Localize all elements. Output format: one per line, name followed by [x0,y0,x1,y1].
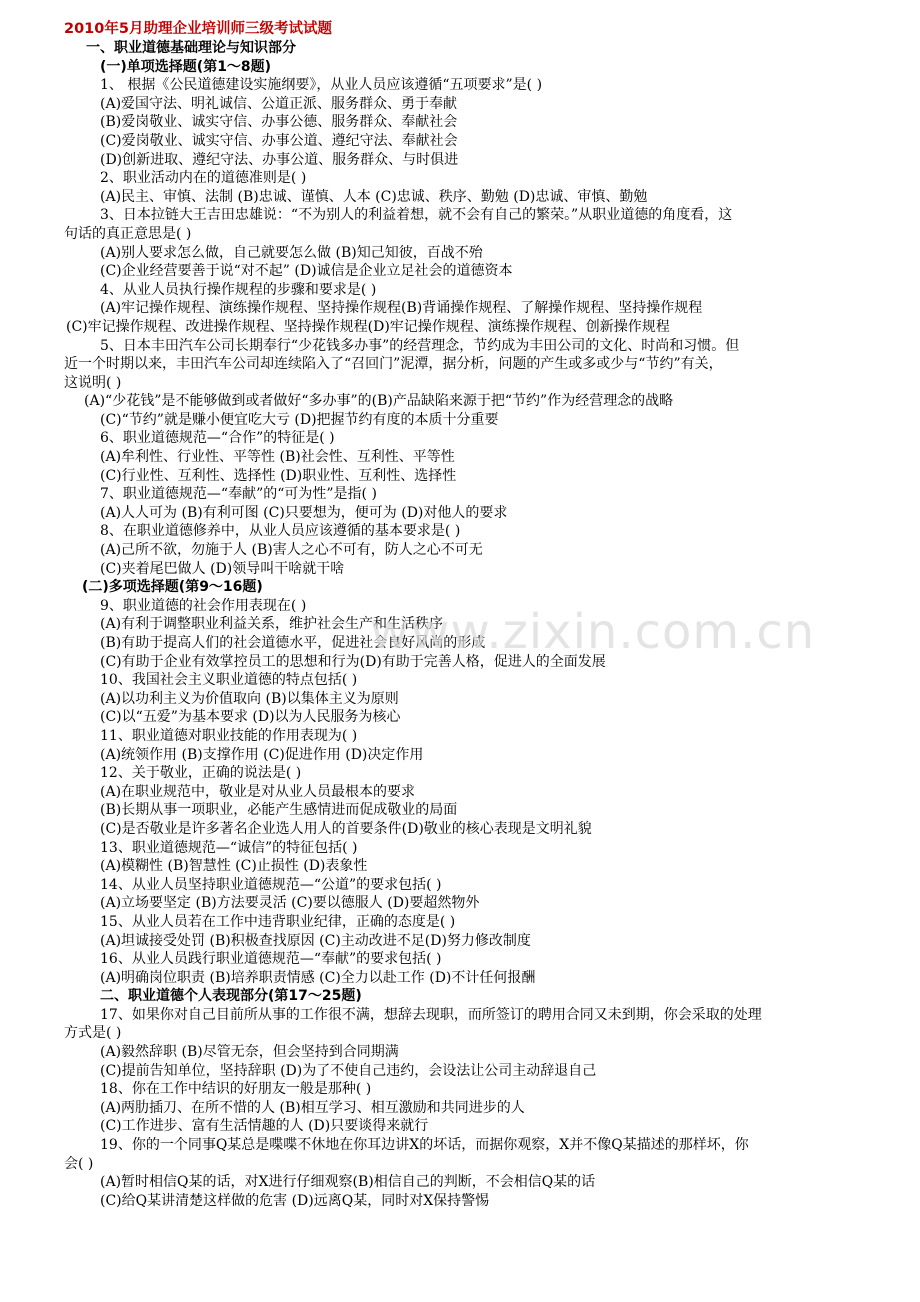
document-title: 2010年5月助理企业培训师三级考试试题 [64,21,332,37]
text-line: 10、我国社会主义职业道德的特点包括( ) [100,672,358,689]
text-line: 4、从业人员执行操作规程的步骤和要求是( ) [100,281,377,298]
text-line: (A)统领作用 (B)支撑作用 (C)促进作用 (D)决定作用 [100,746,424,763]
text-line: 19、你的一个同事Q某总是喋喋不休地在你耳边讲X的坏话，而据你观察，X并不像Q某描述的那样坏，你 [100,1137,749,1154]
section-heading: (二)多项选择题(第9～16题) [82,579,263,596]
text-line: (A)暂时相信Q某的话，对X进行仔细观察(B)相信自己的判断，不会相信Q某的话 [100,1174,596,1191]
text-line: (D)创新进取、遵纪守法、办事公道、服务群众、与时俱进 [100,151,459,168]
text-line: 方式是( ) [64,1025,122,1042]
text-line: (B)爱岗敬业、诚实守信、办事公德、服务群众、奉献社会 [100,114,458,131]
text-line: (C)夹着尾巴做人 (D)领导叫干啥就干啥 [100,560,345,577]
text-line: (A)在职业规范中，敬业是对从业人员最根本的要求 [100,783,416,800]
text-line: (A)模糊性 (B)智慧性 (C)止损性 (D)表象性 [100,858,368,875]
text-line: (C)爱岗敬业、诚实守信、办事公道、遵纪守法、奉献社会 [100,132,458,149]
text-line: (A)坦诚接受处罚 (B)积极查找原因 (C)主动改进不足(D)努力修改制度 [100,932,531,949]
text-line: 2、职业活动内在的道德准则是( ) [100,170,307,187]
text-line: (A)有利于调整职业利益关系，维护社会生产和生活秩序 [100,616,444,633]
text-line: 这说明( ) [64,374,122,391]
text-line: 15、从业人员若在工作中违背职业纪律，正确的态度是( ) [100,913,456,930]
text-line: (A)人人可为 (B)有利可图 (C)只要想为，便可为 (D)对他人的要求 [100,504,508,521]
text-line: 3、日本拉链大王吉田忠雄说：“不为别人的利益着想，就不会有自己的繁荣。”从职业道德的角度看，这 [100,207,733,224]
text-line: 会( ) [64,1155,94,1172]
text-line: 18、你在工作中结识的好朋友一般是那种( ) [100,1081,372,1098]
text-line: 13、职业道德规范—“诚信”的特征包括( ) [100,839,358,856]
text-line: (B)长期从事一项职业，必能产生感情进而促成敬业的局面 [100,802,458,819]
text-line: (C)工作进步、富有生活情趣的人 (D)只要谈得来就行 [100,1118,429,1135]
text-line: (A)立场要坚定 (B)方法要灵活 (C)要以德服人 (D)要超然物外 [100,895,480,912]
text-line: (A)别人要求怎么做，自己就要怎么做 (B)知己知彼，百战不殆 [100,244,483,261]
text-line: (A)以功利主义为价值取向 (B)以集体主义为原则 [100,690,399,707]
text-line: 6、职业道德规范—“合作”的特征是( ) [100,430,335,447]
text-line: (A)爱国守法、明礼诚信、公道正派、服务群众、勇于奉献 [100,95,458,112]
text-line: 11、职业道德对职业技能的作用表现为( ) [100,727,358,744]
watermark: www.zixin.com.cn [370,604,816,660]
text-line: 句话的真正意思是( ) [64,225,192,242]
text-line: (B)有助于提高人们的社会道德水平，促进社会良好风尚的形成 [100,635,486,651]
text-line: (C)有助于企业有效掌控员工的思想和行为(D)有助于完善人格，促进人的全面发展 [100,653,606,670]
text-line: (C)提前告知单位，坚持辞职 (D)为了不使自己违约，会设法让公司主动辞退自己 [100,1062,597,1079]
text-line: 5、日本丰田汽车公司长期奉行“少花钱多办事”的经营理念，节约成为丰田公司的文化、时尚和习惯。但 [100,337,740,354]
text-line: 16、从业人员践行职业道德规范—“奉献”的要求包括( ) [100,951,442,968]
text-line: 17、如果你对自己目前所从事的工作很不满，想辞去现职，而所签订的聘用合同又未到期，你会采取的处理 [100,1006,762,1023]
text-line: 14、从业人员坚持职业道德规范—“公道”的要求包括( ) [100,876,442,893]
text-line: 9、职业道德的社会作用表现在( ) [100,597,307,614]
section-heading: (一)单项选择题(第1～8题) [100,58,272,75]
text-line: 近一个时期以来，丰田汽车公司却连续陷入了“召回门”泥潭，据分析，问题的产生或多或少与“节约”有关， [64,356,723,373]
text-line: (C)是否敬业是许多著名企业选人用人的首要条件(D)敬业的核心表现是文明礼貌 [100,820,592,837]
text-line: (C)行业性、互利性、选择性 (D)职业性、互利性、选择性 [100,467,457,484]
text-line: 7、职业道德规范—“奉献”的“可为性”是指( ) [100,486,377,503]
text-line: (C)牢记操作规程、改进操作规程、坚持操作规程(D)牢记操作规程、演练操作规程、创新操作规程 [66,318,670,335]
text-line: 8、在职业道德修养中，从业人员应该遵循的基本要求是( ) [100,523,461,540]
text-line: 12、关于敬业，正确的说法是( ) [100,765,302,782]
text-line: 1、 根据《公民道德建设实施纲要》，从业人员应该遵循“五项要求”是( ) [100,77,543,94]
text-line: (A)民主、审慎、法制 (B)忠诚、谨慎、人本 (C)忠诚、秩序、勤勉 (D)忠诚、审慎、勤勉 [100,188,648,205]
text-line: (A)牟利性、行业性、平等性 (B)社会性、互利性、平等性 [100,449,455,466]
text-line: (C)“节约”就是赚小便宜吃大亏 (D)把握节约有度的本质十分重要 [100,411,499,428]
text-line: (C)以“五爱”为基本要求 (D)以为人民服务为核心 [100,709,401,726]
text-line: (A)己所不欲，勿施于人 (B)害人之心不可有，防人之心不可无 [100,542,483,559]
exam-document [64,20,856,1210]
text-line: (A)牢记操作规程、演练操作规程、坚持操作规程(B)背诵操作规程、了解操作规程、坚持操作规程 [100,300,703,317]
text-line: (A)毅然辞职 (B)尽管无奈，但会坚持到合同期满 [100,1044,399,1061]
text-line: (A)“少花钱”是不能够做到或者做好“多办事”的(B)产品缺陷来源于把“节约”作为经营理念的战略 [84,393,674,410]
document-body [64,39,856,1210]
text-line: (C)给Q某讲清楚这样做的危害 (D)远离Q某，同时对X保持警惕 [100,1192,490,1209]
section-heading: 二、职业道德个人表现部分(第17～25题) [100,988,362,1005]
text-line: (A)两肋插刀、在所不惜的人 (B)相互学习、相互激励和共同进步的人 [100,1099,525,1116]
text-line: (C)企业经营要善于说“对不起” (D)诚信是企业立足社会的道德资本 [100,263,513,280]
section-heading: 一、职业道德基础理论与知识部分 [86,40,296,56]
text-line: (A)明确岗位职责 (B)培养职责情感 (C)全力以赴工作 (D)不计任何报酬 [100,969,536,986]
